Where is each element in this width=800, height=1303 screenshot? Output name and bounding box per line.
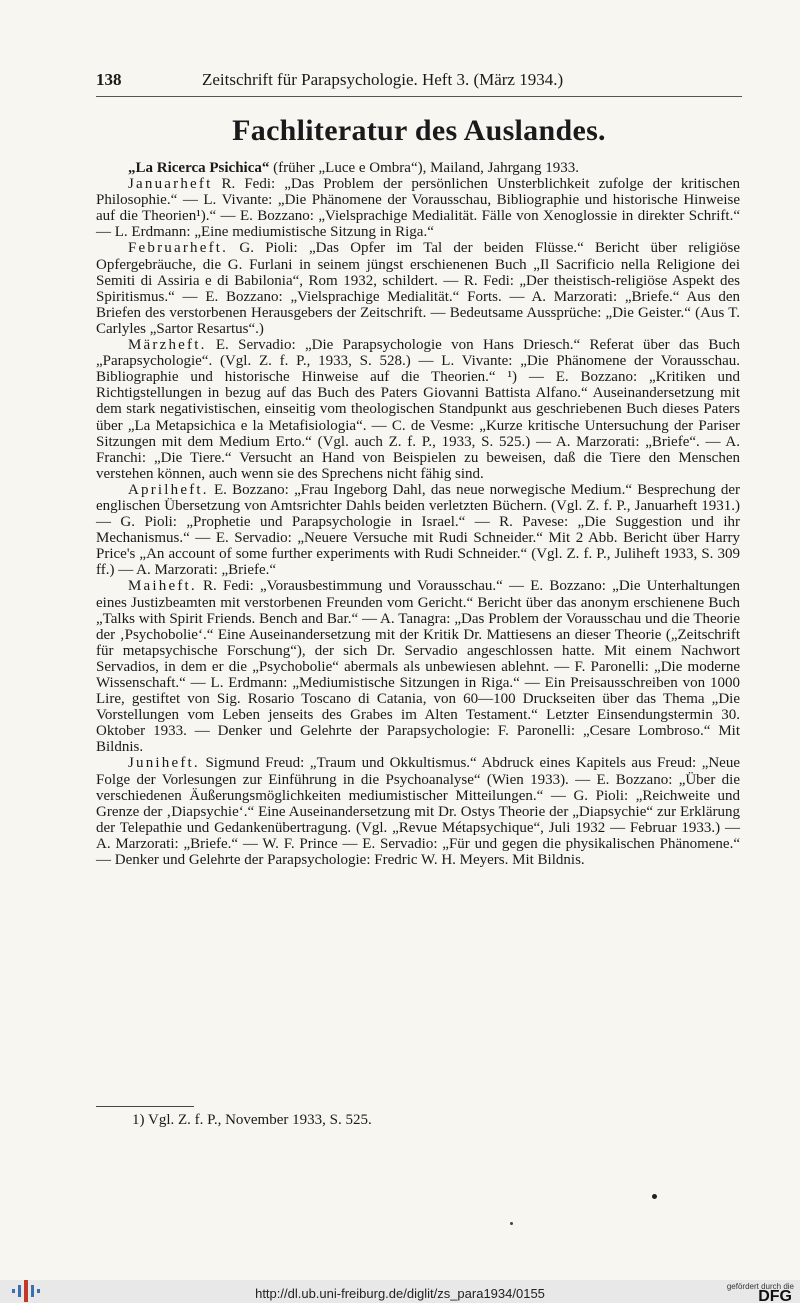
dfg-logo-icon bbox=[706, 1282, 794, 1302]
footnote-rule bbox=[96, 1106, 194, 1107]
article-body bbox=[96, 160, 740, 868]
issue-contents: E. Bozzano: „Frau Ingeborg Dahl, das neue norwegische Medium.“ Besprechung der englischen Übersetzung von Amtsrichter Dahls beiden verletzten Büchern. (Vgl. Z. f. P., Januarheft 1931.) — G. Pioli: „Prophetie und Parapsychologie in Israel.“ — R. Pavese: „Die Suggestion und ihr Mechanismus.“ — E. Servadio: „Neuere Versuche mit Rudi Schneider.“ Mit 2 Abb. Bericht über Harry Price's „An account of some further experiments with Rudi Schneider.“ (Vgl. Z. f. P., Juliheft 1933, S. 309 ff.) — A. Marzorati: „Briefe.“ bbox=[96, 481, 740, 579]
permalink-url[interactable]: http://dl.ub.uni-freiburg.de/diglit/zs_para1934/0155 bbox=[255, 1286, 545, 1301]
paragraph-aprilheft bbox=[96, 482, 740, 579]
footnote bbox=[132, 1112, 372, 1129]
journal-name: „La Ricerca Psichica“ bbox=[128, 160, 270, 176]
issue-contents: R. Fedi: „Vorausbestimmung und Vorausschau.“ — E. Bozzano: „Die Unterhaltungen eines Justizbeamten mit verstorbenen Freunden vom Gericht.“ Bericht über das anonym erschienene Buch „Talks with Spirit Friends. Bench and Bar.“ — A. Tanagra: „Das Problem der Vorausschau und die Theorie der ‚Psychobolie‘.“ Eine Auseinandersetzung mit der Kritik Dr. Mattiesens an dieser Theorie („Zeitschrift für metapsychische Forschung“), der sich Dr. Servadio angeschlossen hatte. Mit einem Nachwort Servadios, in dem er die „Psychobolie“ abermals als unbewiesen ablehnt. — F. Paronelli: „Die moderne Wissenschaft.“ — L. Erdmann: „Mediumistische Sitzungen in Riga.“ — Ein Preisausschreiben von 1000 Lire, gestiftet von Sig. Rosario Toscano di Catania, von 60—100 Druckseiten über das Thema „Die Vorstellungen vom Leben jenseits des Grabes im Alten Testament.“ Letzter Einsendungstermin 30. Oktober 1933. — Denker und Gelehrte der Parapsychologie: F. Paronelli: „Cesare Lombroso.“ Mit Bildnis. bbox=[96, 578, 740, 756]
section-heading: Fachliteratur des Auslandes. bbox=[232, 114, 606, 147]
issue-contents: R. Fedi: „Das Problem der persönlichen Unsterblichkeit zufolge der kritischen Philosophie.“ — L. Vivante: „Die Phänomene der Vorausschau, Bibliographie und historische Hinweise auf die Theorien¹).“ — E. Bozzano: „Vielsprachige Medialität. Fälle von Xenoglossie in direkter Schrift.“ — L. Erdmann: „Eine mediumistische Sitzung in Riga.“ bbox=[96, 176, 740, 241]
paragraph-journal bbox=[96, 160, 740, 176]
page-number: 138 bbox=[96, 70, 122, 89]
issue-label: Juniheft. bbox=[128, 755, 200, 772]
issue-label: Maiheft. bbox=[128, 578, 197, 595]
issue-contents: E. Servadio: „Die Parapsychologie von Hans Driesch.“ Referat über das Buch „Parapsychologie“. (Vgl. Z. f. P., 1933, S. 528.) — L. Vivante: „Die Phänomene der Vorausschau. Bibliographie und historische Hinweise auf die Theorien.“ ¹) — E. Bozzano: „Kritiken und Richtigstellungen in bezug auf das Buch des Paters Giovanni Battista Alfano.“ Auseinandersetzung mit dem stark negativistischen, einseitig vom theologischen Standpunkt aus geschriebenen Buch dieses Paters über „La Metapsichica e la Metafisiologia“. — C. de Vesme: „Kurze kritische Untersuchung der Pariser Sitzungen mit dem Medium Erto.“ (Vgl. auch Z. f. P., 1933, S. 525.) — A. Marzorati: „Briefe“. — A. Franchi: „Die Tiere.“ Versucht an Hand von Beispielen zu beweisen, daß die Tiere den Menschen verstehen können, auch wenn sie des Sprechens nicht fähig sind. bbox=[96, 337, 740, 482]
issue-contents: G. Pioli: „Das Opfer im Tal der beiden Flüsse.“ Bericht über religiöse Opfergebräuche, die G. Furlani in seinem jüngst erschienenen Buch „Il Sacrificio nella Religione dei Semiti di Assiria e di Babilonia“, Rom 1932, schildert. — R. Fedi: „Der theistisch-religiöse Aspekt des Spiritismus.“ — E. Bozzano: „Vielsprachige Medialität.“ Forts. — A. Marzorati: „Briefe.“ Aus den Briefen des verstorbenen Herausgebers der Zeitschrift. — Bedeutsame Aussprüche: „Die Geister.“ (Aus T. Carlyles „Sartor Resartus“.) bbox=[96, 240, 740, 337]
running-head-title: Zeitschrift für Parapsychologie. Heft 3. (März 1934.) bbox=[202, 70, 564, 89]
paragraph-februarheft bbox=[96, 240, 740, 337]
journal-details: (früher „Luce e Ombra“), Mailand, Jahrgang 1933. bbox=[269, 160, 579, 176]
scan-speck bbox=[510, 1222, 513, 1225]
paragraph-juniheft bbox=[96, 755, 740, 868]
header-rule bbox=[96, 96, 742, 97]
footnote-text: Vgl. Z. f. P., November 1933, S. 525. bbox=[147, 1112, 372, 1128]
funder-note: gefördert durch die bbox=[726, 1282, 794, 1291]
issue-label: Januarheft bbox=[128, 176, 213, 193]
issue-label: Februarheft. bbox=[128, 240, 229, 257]
paragraph-januarheft bbox=[96, 176, 740, 240]
scan-speck bbox=[652, 1194, 657, 1199]
issue-contents: Sigmund Freud: „Traum und Okkultismus.“ Abdruck eines Kapitels aus Freud: „Neue Folge der Vorlesungen zur Einführung in die Psychoanalyse“ (Wien 1933). — E. Bozzano: „Über die verschiedenen Äußerungsmöglichkeiten mediumistischer Mitteilungen.“ — G. Pioli: „Reichweite und Grenze der ‚Diapsychie‘.“ Eine Auseinandersetzung mit Dr. Ostys Theorie der „Diapsychie“ zur Erklärung der Telepathie und Gedankenübertragung. (Vgl. „Revue Métapsychique“, Juli 1932 — Februar 1933.) — A. Marzorati: „Briefe.“ — W. F. Prince — E. Servadio: „Für und gegen die physikalischen Phänomene.“ — Denker und Gelehrte der Parapsychologie: Fredric W. H. Meyers. Mit Bildnis. bbox=[96, 755, 740, 869]
issue-label: Aprilheft. bbox=[128, 481, 209, 498]
paragraph-maiheft bbox=[96, 578, 740, 755]
issue-label: Märzheft. bbox=[128, 337, 207, 354]
paragraph-maerzheft bbox=[96, 337, 740, 482]
svg-text:DFG: DFG bbox=[758, 1288, 792, 1302]
footnote-mark: 1) bbox=[132, 1112, 145, 1128]
